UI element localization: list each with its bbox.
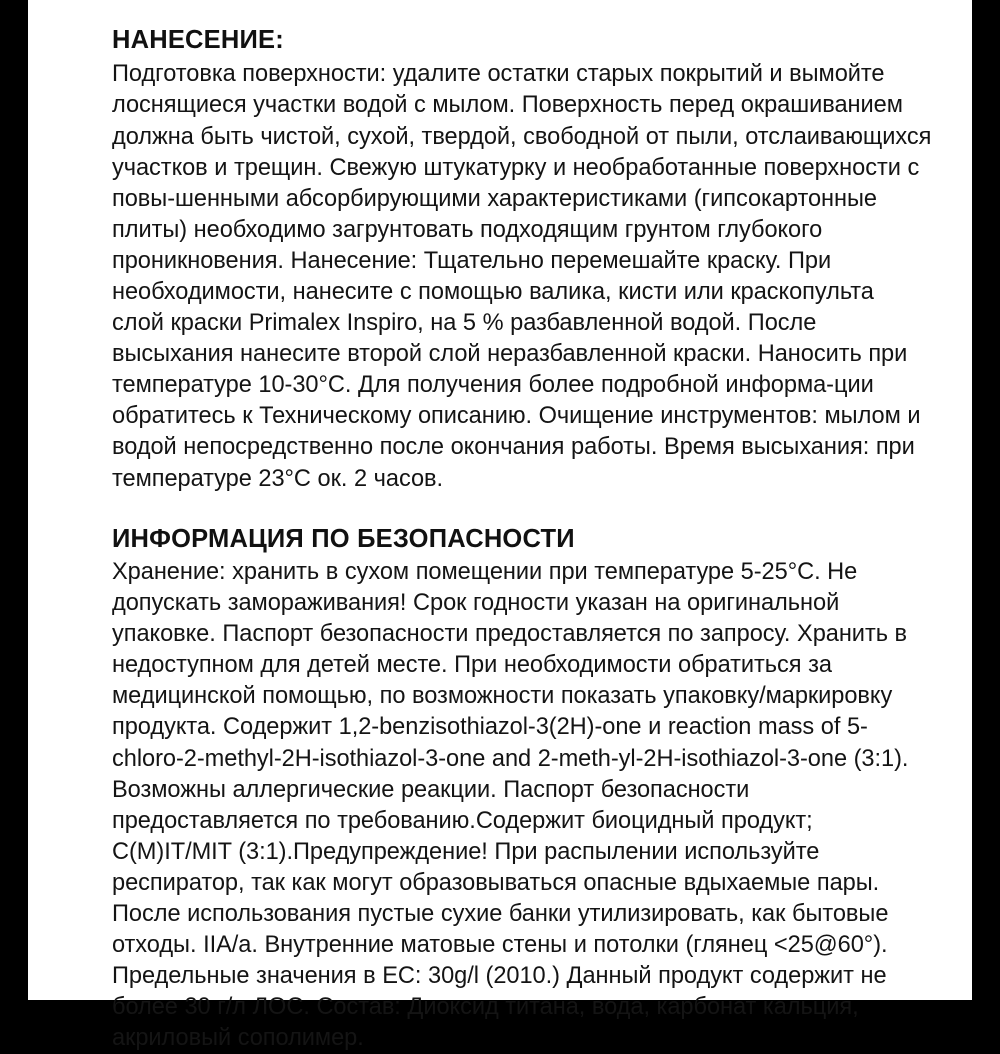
application-section-body: Подготовка поверхности: удалите остатки старых покрытий и вымойте лоснящиеся участки водой с мылом. Поверхность перед окрашиванием должна быть чистой, сухой, твердой, свободной от пыли, отслаивающихся участков и трещин. Свежую штукатурку и необработанные поверхности с повы-шенными абсорбирующими характеристиками (гипсокартонные плиты) необходимо загрунтовать подходящим грунтом глубокого проникновения. Нанесение: Тщательно перемешайте краску. При необходимости, нанесите с помощью валика, кисти или краскопульта слой краски Primalex Inspiro, на 5 % разбавленной водой. После высыхания нанесите второй слой неразбавленной краски. Наносить при температуре 10-30°С. Для получения более подробной информа-ции обратитесь к Техническому описанию. Очищение инструментов: мылом и водой непосредственно после окончания работы. Время высыхания: при температуре 23°С ок. 2 часов.: [112, 61, 932, 492]
application-section-heading: НАНЕСЕНИЕ:: [112, 26, 284, 54]
label-sheet: [28, 0, 972, 1052]
safety-section-heading: ИНФОРМАЦИЯ ПО БЕЗОПАСНОСТИ: [112, 524, 575, 553]
safety-section-body: Хранение: хранить в сухом помещении при температуре 5-25°С. Не допускать замораживания! Срок годности указан на оригинальной упаковке. Паспорт безопасности предоставляется по запросу. Хранить в недоступном для детей месте. При необходимости обратиться за медицинской помощью, по возможности показать упаковку/маркировку продукта. Содержит 1,2-benzisothiazol-3(2H)-one и reaction mass of 5-chloro-2-methyl-2H-isothiazol-3-one and 2-meth-yl-2H-isothiazol-3-one (3:1). Возможны аллергические реакции. Паспорт безопасности предоставляется по требованию.Содержит биоцидный продукт; C(M)IT/MIT (3:1).Предупреждение! При распылении используйте респиратор, так как могут образовываться опасные вдыхаемые пары. После использования пустые сухие банки утилизировать, как бытовые отходы. IIA/a. Внутренние матовые стены и потолки (глянец <25@60°). Предельные значения в ЕС: 30g/l (2010.) Данный продукт содержит не более 30 г/л ЛОС. Состав: Диоксид титана, вода, карбонат кальция, акриловый сополимер.: [112, 558, 909, 1052]
section-spacer: [112, 495, 932, 525]
